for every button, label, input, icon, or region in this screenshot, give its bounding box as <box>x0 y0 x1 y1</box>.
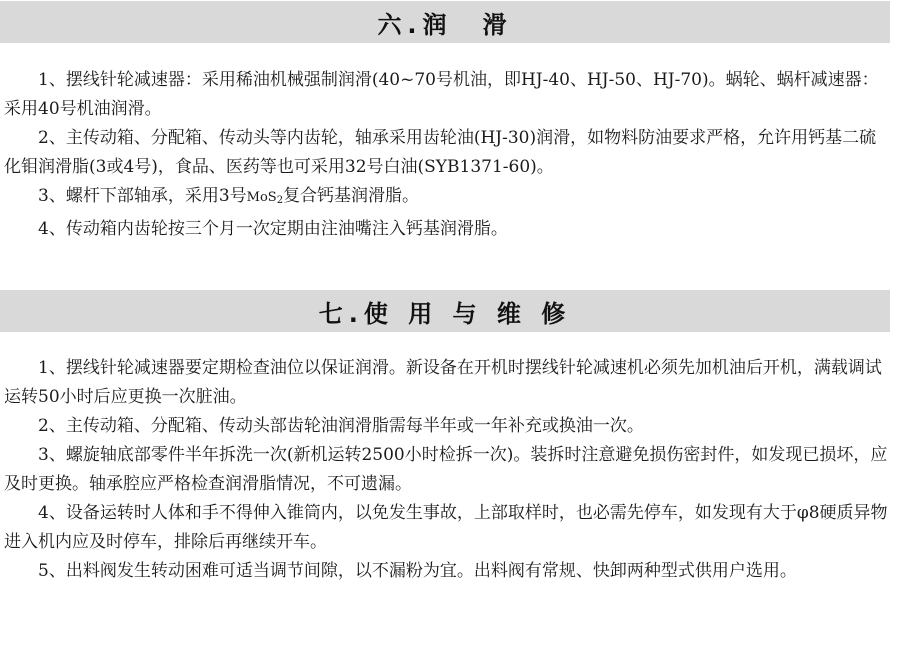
section-title: 六.润 滑 <box>377 10 513 39</box>
paragraph-item-2: 2、主传动箱、分配箱、传动头部齿轮油润滑脂需每半年或一年补充或换油一次。 <box>38 416 644 436</box>
lubrication-body <box>4 66 888 244</box>
item3-prefix: 3、螺杆下部轴承，采用3号 <box>38 186 247 206</box>
section-header-lubrication <box>0 1 890 43</box>
paragraph-item-4: 4、设备运转时人体和手不得伸入锥筒内，以免发生事故，上部取样时，也必需先停车，如发现有大于φ8硬质异物进入机内应及时停车，排除后再继续开车。 <box>4 503 888 552</box>
paragraph-item-3: 3、螺旋轴底部零件半年拆洗一次(新机运转2500小时检拆一次)。装拆时注意避免损伤密封件，如发现已损坏，应及时更换。轴承腔应严格检查润滑脂情况，不可遗漏。 <box>4 445 888 494</box>
section-header-maintenance <box>0 290 890 332</box>
paragraph-item-5: 5、出料阀发生转动困难可适当调节间隙，以不漏粉为宜。出料阀有常规、快卸两种型式供用户选用。 <box>38 561 797 581</box>
paragraph-item-1: 1、摆线针轮减速器要定期检查油位以保证润滑。新设备在开机时摆线针轮减速机必须先加机油后开机，满载调试运转50小时后应更换一次脏油。 <box>4 358 882 407</box>
paragraph-item-2: 2、主传动箱、分配箱、传动头等内齿轮，轴承采用齿轮油(HJ-30)润滑，如物料防油要求严格，允许用钙基二硫化钼润滑脂(3或4号)，食品、医药等也可采用32号白油(SYB1371-60)。 <box>4 128 877 177</box>
chem-formula-subscript: 2 <box>276 195 284 206</box>
item3-suffix: 复合钙基润滑脂。 <box>283 186 420 206</box>
chem-formula-main: MoS <box>246 190 277 205</box>
paragraph-item-4: 4、传动箱内齿轮按三个月一次定期由注油嘴注入钙基润滑脂。 <box>38 219 508 239</box>
section-title: 七.使 用 与 维 修 <box>318 299 572 328</box>
paragraph-item-3 <box>4 182 888 215</box>
maintenance-body <box>4 354 888 586</box>
paragraph-item-1: 1、摆线针轮减速器：采用稀油机械强制润滑(40~70号机油，即HJ-40、HJ-50、HJ-70)。蜗轮、蜗杆减速器：采用40号机油润滑。 <box>4 70 879 119</box>
